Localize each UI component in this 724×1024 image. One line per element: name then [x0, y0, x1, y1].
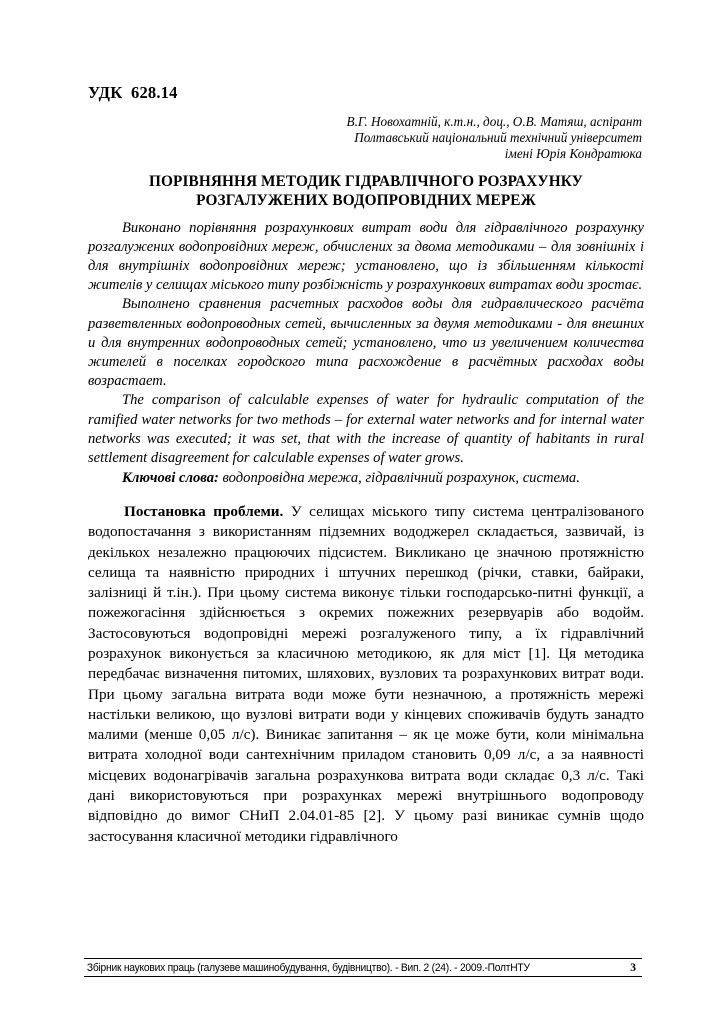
footer-page-number: 3 [630, 961, 636, 974]
keywords-list: водопровідна мережа, гідравлічний розрахунок, система. [218, 469, 580, 486]
title-line-1: ПОРІВНЯННЯ МЕТОДИК ГІДРАВЛІЧНОГО РОЗРАХУНКУ [149, 172, 583, 190]
title-line-2: РОЗГАЛУЖЕНИХ ВОДОПРОВІДНИХ МЕРЕЖ [196, 191, 536, 209]
section-heading: Постановка проблеми. [124, 502, 284, 520]
page-title [88, 172, 644, 210]
abstract-ukrainian: Виконано порівняння розрахункових витрат води для гідравлічного розрахунку розгалужених водопровідних мереж, обчислених за двома методиками – для зовнішніх і для внутрішніх водопровідних мереж; установлено, що із збільшенням кількості жителів у селищах міського типу розбіжність у розрахункових витратах води зростає. [88, 219, 644, 293]
keywords-label: Ключові слова: [122, 469, 219, 486]
affiliation-line-2: імені Юрія Кондратюка [504, 146, 642, 162]
abstract-russian: Выполнено сравнения расчетных расходов воды для гидравлического расчёта разветвленных водопроводных сетей, вычисленных за двумя методиками - для внешних и для внутренних водопроводных сетей; установлено, что из увеличением количества жителей в поселках городского типа расхождение в расчётных расходах воды возрастает. [88, 296, 644, 389]
section-problem-statement [88, 502, 644, 847]
author-line: В.Г. Новохатній, к.т.н., доц., О.В. Матяш, аспірант [346, 114, 642, 129]
abstract-english: The comparison of calculable expenses of water for hydraulic computation of the ramified water networks for two methods – for external water networks and for internal water networks was executed; it was set, that with the increase of quantity of habitants in rural settlement disagreement for calculable expenses of water grows. [88, 392, 644, 466]
affiliation-line-1: Полтавський національний технічний університет [354, 130, 642, 146]
page-content [88, 0, 644, 847]
keywords-paragraph [88, 469, 644, 488]
section-body-text: У селищах міського типу система централізованого водопостачання з використанням підземних вододжерел складається, зазвичай, із декількох незалежно працюючих підсистем. Викликано це значною протяжністю селища та наявністю природних і штучних перешкод (річки, ставки, байраки, залізниці й т.ін.). При цьому система виконує тільки господарсько-питні функції, а пожежогасіння здійснюється з окремих пожежних резервуарів або водойм. Застосовуються водопровідні мережі розгалуженого типу, а їх гідравлічний розрахунок виконується за класичною методикою, як для міст [1]. Ця методика передбачає визначення питомих, шляхових, вузлових та розрахункових витрат води. При цьому загальна витрата води може бути незначною, а протяжність мережі настільки великою, що вузлові витрати води у кінцевих споживачів будуть занадто малими (менше 0,05 л/с). Виникає запитання – як це може бути, коли мінімальна витрата холодної води сантехнічним приладом становить 0,09 л/с, а за наявності місцевих водонагрівачів загальна розрахункова витрата води складає 0,3 л/с. Такі дані використовуються при розрахунках мережі внутрішнього водопроводу відповідно до вимог СНиП 2.04.01-85 [2]. У цьому разі виникає сумнів щодо застосування класичної методики гідравлічного [88, 502, 644, 845]
udk-code: УДК 628.14 [88, 83, 178, 102]
page-footer [84, 958, 642, 977]
footer-source-citation: Збірник наукових праць (галузеве машинобудування, будівництво). - Вип. 2 (24). - 2009.-ПолтНТУ [86, 961, 530, 974]
author-affiliation-block [88, 114, 644, 163]
